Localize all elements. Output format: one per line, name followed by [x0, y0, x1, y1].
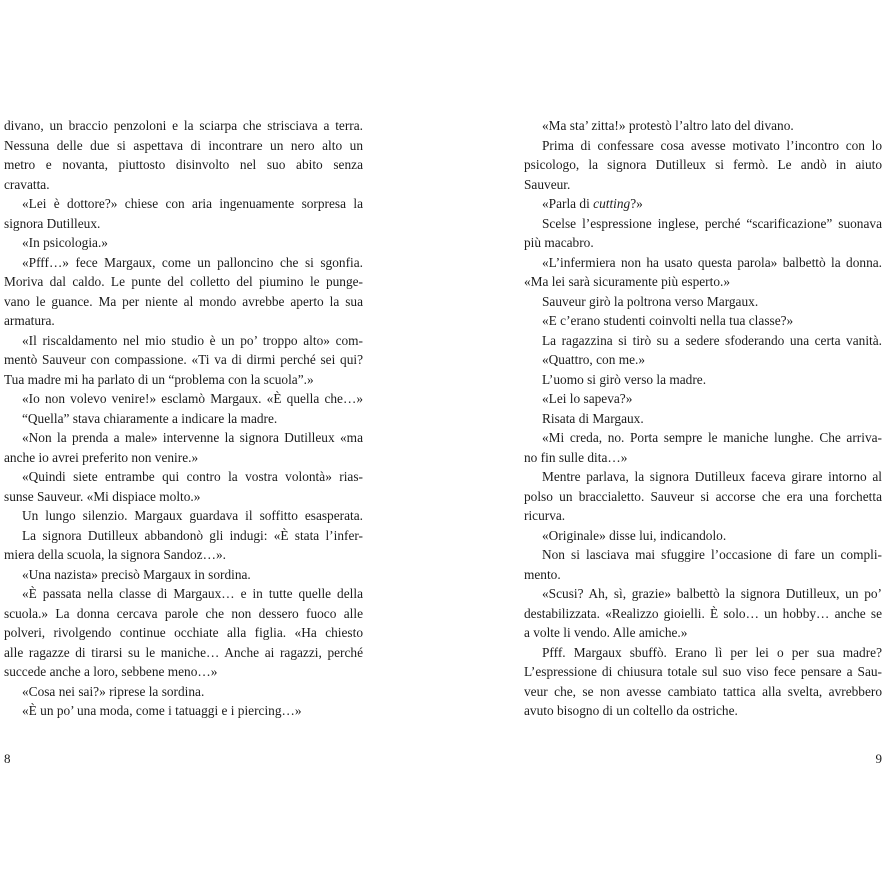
text-line: Non si lasciava mai sfuggire l’occasione di fare un compli- [542, 547, 882, 562]
text-line: La signora Dutilleux abbandonò gli indugi: «È stata l’infer- [22, 527, 363, 543]
text-line: Tua madre mi ha parlato di un “problema con la scuola”.» [4, 371, 314, 387]
text-line: «Una nazista» precisò Margaux in sordina. [22, 566, 251, 582]
text-line: “Quella” stava chiaramente a indicare la madre. [22, 410, 278, 426]
text-line: Scelse l’espressione inglese, perché “scarificazione” suonava [542, 215, 882, 231]
text-line: «Scusi? Ah, sì, grazie» balbettò la signora Dutilleux, un po’ [542, 586, 882, 601]
text-line: scuola.» La donna cercava parole che non dessero fuoco alle [4, 605, 363, 621]
text-line: miera della scuola, la signora Sandoz…». [4, 547, 226, 562]
text-line: «Originale» disse lui, indicandolo. [542, 527, 727, 543]
text-line: «E c’erano studenti coinvolti nella tua classe?» [542, 313, 794, 328]
page-number-left: 8 [4, 751, 11, 766]
text-line: L’espressione di chiusura totale sul suo viso fece pensare a Sau- [524, 664, 882, 679]
text-line: avuto bisogno di un coltello da ostriche. [524, 703, 738, 718]
text-line: Sauveur girò la poltrona verso Margaux. [542, 293, 759, 309]
text-line: mento. [524, 566, 561, 582]
text-line: Nessuna delle due si aspettava di incontrare un nero alto un [4, 137, 363, 153]
left-page-text [4, 116, 363, 721]
text-line: più macabro. [524, 235, 594, 250]
text-line: anche io avrei preferito non venire.» [4, 449, 199, 465]
text-line: Pfff. Margaux sbuffò. Erano lì per lei o per sua madre? [542, 644, 882, 660]
text-line: «Cosa nei sai?» riprese la sordina. [22, 683, 205, 699]
text-line: armatura. [4, 313, 55, 328]
text-line: Mentre parlava, la signora Dutilleux faceva girare intorno al [542, 469, 882, 484]
text-line: metro e novanta, piuttosto disinvolto nel suo abito senza [4, 157, 363, 172]
text-line: ricurva. [524, 508, 566, 523]
text-line: succede anche a loro, sebbene meno…» [4, 664, 218, 679]
text-line: divano, un braccio penzoloni e la sciarpa che strisciava a terra. [4, 118, 363, 133]
text-line: alle ragazze di tirarsi su le maniche… Anche ai ragazzi, perché [4, 644, 363, 660]
text-line: «Mi creda, no. Porta sempre le maniche lunghe. Che arriva- [542, 430, 882, 445]
text-line: sunse Sauveur. «Mi dispiace molto.» [4, 488, 201, 504]
text-line: a volte li vendo. Alle amiche.» [524, 625, 688, 640]
page-number-right: 9 [875, 751, 882, 766]
text-line: polso un braccialetto. Sauveur si accorse che era una forchetta [524, 488, 882, 504]
text-line: «Lei lo sapeva?» [542, 391, 633, 406]
text-line: Risata di Margaux. [542, 410, 644, 426]
text-line: «Lei è dottore?» chiese con aria ingenuamente sorpresa la [22, 196, 363, 211]
text-line: «Quindi siete entrambe qui contro la vostra volontà» rias- [22, 469, 363, 484]
text-line: «Quattro, con me.» [542, 352, 646, 367]
text-line: «Il riscaldamento nel mio studio è un po’ troppo alto» com- [22, 332, 363, 348]
text-line: no fin sulle dita…» [524, 449, 628, 465]
text-line: Un lungo silenzio. Margaux guardava il soffitto esasperata. [22, 508, 363, 523]
text-line: mentò Sauveur con compassione. «Ti va di dirmi perché sei qui? [4, 352, 363, 367]
text-line: veur che, se non avesse cambiato tattica alla svelta, avrebbero [524, 683, 882, 699]
text-line: vano le guance. Ma per niente al mondo avrebbe aperto la sua [4, 293, 363, 309]
text-line: Prima di confessare cosa avesse motivato l’incontro con lo [542, 137, 882, 153]
text-line: «In psicologia.» [22, 235, 108, 250]
text-line: «Pfff…» fece Margaux, come un palloncino che si sgonfia. [22, 254, 363, 270]
text-line: polveri, rivolgendo continue occhiate alla figlia. «Ha chiesto [4, 625, 363, 640]
text-line: cravatta. [4, 176, 50, 192]
text-line: «È un po’ una moda, come i tatuaggi e i piercing…» [22, 703, 302, 718]
text-line: signora Dutilleux. [4, 215, 101, 231]
text-line: Moriva dal caldo. Le punte del colletto del piumino le punge- [4, 274, 363, 289]
text-line: «Ma lei sarà sicuramente più esperto.» [524, 274, 731, 289]
text-line: destabilizzata. «Realizzo gioielli. È solo… un hobby… anche se [524, 605, 882, 621]
text-line: «Parla di cutting?» [542, 196, 643, 211]
text-line: «Io non volevo venire!» esclamò Margaux. «È quella che…» [22, 391, 363, 406]
text-line: «Ma sta’ zitta!» protestò l’altro lato del divano. [542, 118, 794, 133]
text-line: L’uomo si girò verso la madre. [542, 371, 707, 387]
text-line: psicologo, la signora Dutilleux si fermò. Le andò in aiuto [524, 157, 882, 172]
text-line: «Non la prenda a male» intervenne la signora Dutilleux «ma [22, 430, 363, 445]
text-line: Sauveur. [524, 176, 571, 192]
text-line: «È passata nella classe di Margaux… e in tutte quelle della [22, 586, 363, 601]
text-line: La ragazzina si tirò su a sedere sfoderando una certa vanità. [542, 332, 882, 348]
right-page-text [524, 116, 882, 721]
text-line: «L’infermiera non ha usato questa parola» balbettò la donna. [542, 254, 882, 270]
